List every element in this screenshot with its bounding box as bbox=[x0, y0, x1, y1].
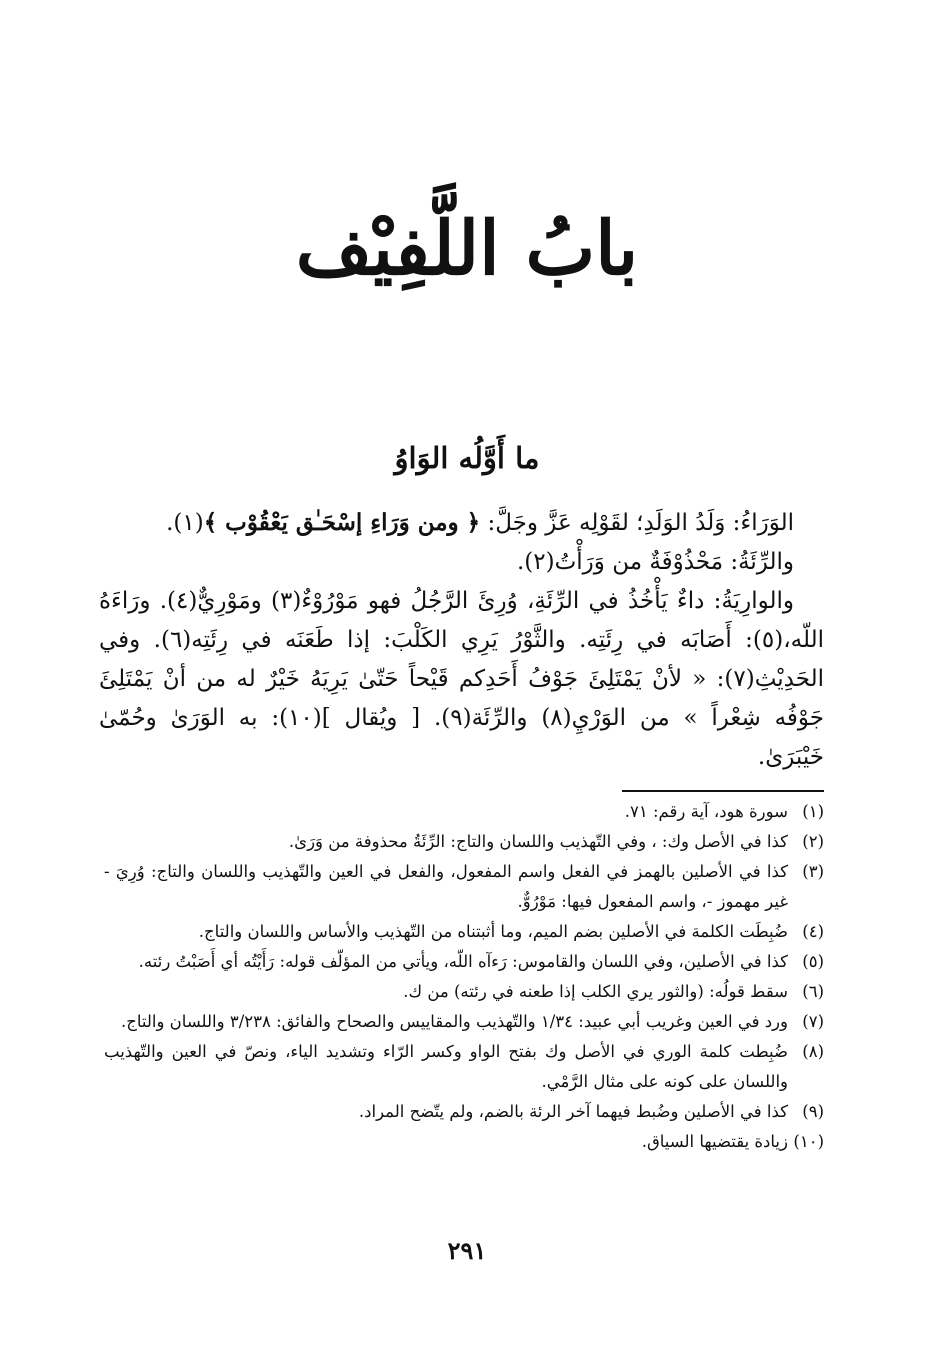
footnote-text: سقط قولُه: (والثور يري الكلب إذا طعنه في رئته) من ك. bbox=[403, 982, 788, 1001]
footnote-number: (٢) bbox=[802, 832, 824, 851]
footnote-number: (١) bbox=[802, 802, 824, 821]
footnote-number: (٥) bbox=[802, 952, 824, 971]
footnote-number: (٧) bbox=[802, 1012, 824, 1031]
footnote-number: (٦) bbox=[802, 982, 824, 1001]
footnote-number: (٤) bbox=[802, 922, 824, 941]
footnote-number: (٣) bbox=[802, 862, 824, 881]
footnote bbox=[104, 1127, 824, 1157]
footnote-text: كذا في الأصل وك: ، وفي التّهذيب واللسان والتاج: الرِّئَةُ محذوفة من وَرَىٰ. bbox=[288, 832, 788, 851]
footnote-text: ورد في العين وغريب أبي عبيد: ١/٣٤ والتّهذيب والمقاييس والصحاح والفائق: ٣/٢٣٨ واللسان والتاج. bbox=[120, 1012, 788, 1031]
footnote-number: (٨) bbox=[802, 1042, 824, 1061]
paragraph: والرِّئَةُ: مَحْذُوْفَةٌ من وَرَأْتُ(٢). bbox=[517, 549, 794, 575]
footnote-text: ضُبِطت كلمة الوري في الأصل وك بفتح الواو وكسر الرّاء وتشديد الياء، ونصّ في العين والتّهذيب واللسان على كونه على مثال الرَّمْي. bbox=[104, 1042, 788, 1091]
footnote-separator bbox=[622, 790, 824, 792]
footnotes bbox=[104, 797, 824, 1157]
footnote-text: سورة هود، آية رقم: ٧١. bbox=[624, 802, 788, 821]
footnote-text: كذا في الأصلين وضُبط فيهما آخر الرئة بالضم، ولم يتّضح المراد. bbox=[358, 1102, 788, 1121]
footnote bbox=[104, 857, 824, 917]
page-number: ٢٩١ bbox=[447, 1236, 487, 1265]
footnote-reference: (١). bbox=[166, 510, 204, 536]
main-text bbox=[99, 503, 824, 777]
footnote-number: (١٠) bbox=[793, 1132, 824, 1151]
footnote-text: ضُبِطَت الكلمة في الأصلين بضم الميم، وما أثبتناه من التّهذيب والأساس واللسان والتاج. bbox=[198, 922, 788, 941]
paragraph: والوارِيَةُ: داءٌ يَأْخُذُ في الرِّئَةِ، وُرِئَ الرَّجُلُ فهو مَوْرُوْءٌ(٣) ومَوْرِيٌّ(٤). ورَاءَهُ اللّه،(٥): أَصَابَه في رِئَتِه. والثَّوْرُ يَرِي الكَلْبَ: إذا طَعَنَه في رِئَتِه(٦). وفي الحَدِيْثِ(٧): « لأنْ يَمْتَلِئَ جَوْفُ أَحَدِكم قَيْحاً حَتّىٰ يَرِيَهُ خَيْرٌ له من أنْ يَمْتَلِئَ جَوْفُه شِعْراً » من الوَرْيِ(٨) والرِّئَة(٩). [ ويُقال ](١٠): به الوَرَىٰ وحُمّىٰ خَيْبَرَىٰ. bbox=[99, 588, 825, 770]
footnote bbox=[104, 1097, 824, 1127]
chapter-title: بابُ اللَّفِيْف bbox=[295, 206, 639, 292]
footnote bbox=[104, 797, 824, 827]
footnote bbox=[104, 1037, 824, 1097]
footnote-text: كذا في الأصلين، وفي اللسان والقاموس: رَءآه اللّه، ويأتي من المؤلّف قوله: رَأَيْتُه أي أَصَبْتُ رئته. bbox=[138, 952, 788, 971]
footnote bbox=[104, 1007, 824, 1037]
section-heading: ما أَوَّلُه الوَاوُ bbox=[394, 441, 540, 475]
quran-verse: ﴿ ومن وَرَاءِ إسْحَـٰق يَعْقُوْب ﴾ bbox=[203, 509, 481, 536]
paragraph-text: الوَرَاءُ: وَلَدُ الوَلَدِ؛ لقَوْلِه عَزَّ وجَلَّ: bbox=[480, 510, 794, 536]
paragraph bbox=[99, 503, 824, 543]
footnote-text: زيادة يقتضيها السياق. bbox=[641, 1132, 788, 1151]
footnote-text: كذا في الأصلين بالهمز في الفعل واسم المفعول، والفعل في العين والتّهذيب واللسان والتاج: وُرِيَ - غير مهموز -، واسم المفعول فيها: مَوْرُوٌّ. bbox=[104, 862, 788, 911]
footnote bbox=[104, 977, 824, 1007]
footnote bbox=[104, 827, 824, 857]
footnote bbox=[104, 917, 824, 947]
footnote-number: (٩) bbox=[802, 1102, 824, 1121]
footnote bbox=[104, 947, 824, 977]
